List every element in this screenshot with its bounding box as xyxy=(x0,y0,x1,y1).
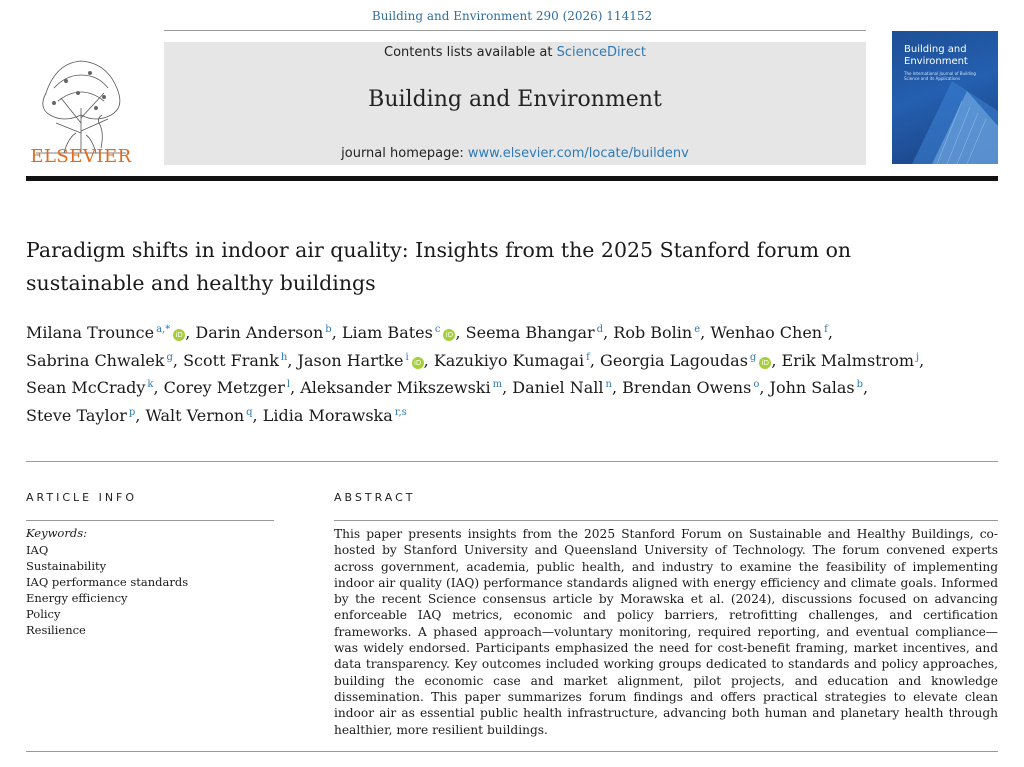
affiliation-marker[interactable]: m xyxy=(492,379,503,391)
author-name[interactable]: Sabrina Chwalek xyxy=(26,350,165,370)
journal-citation[interactable]: Building and Environment 290 (2026) 114152 xyxy=(371,9,653,23)
author-name[interactable]: Darin Anderson xyxy=(195,323,324,342)
header-divider xyxy=(26,176,998,181)
cover-title-line2: Environment xyxy=(904,56,968,67)
author[interactable]: Walt Vernon $^q$, xyxy=(145,405,258,425)
author-name[interactable]: Liam Bates xyxy=(341,323,433,342)
journal-title: Building and Environment xyxy=(368,87,662,112)
affiliation-marker[interactable]: b xyxy=(325,324,332,335)
author-name[interactable]: Jason Hartke xyxy=(297,350,404,370)
sciencedirect-link[interactable]: ScienceDirect xyxy=(556,45,646,60)
author-name[interactable]: Seema Bhangar xyxy=(465,323,595,342)
author[interactable]: Milana Trounce $^{a,*}$ iD , xyxy=(26,323,191,342)
article-info-rule xyxy=(26,520,274,521)
article-info-heading: ARTICLE INFO xyxy=(26,491,138,504)
contents-prefix: Contents lists available at xyxy=(384,45,557,60)
author-name[interactable]: Erik Malmstrom xyxy=(781,350,915,370)
author[interactable]: Corey Metzger $^l$, xyxy=(163,378,296,398)
author[interactable]: Scott Frank $^h$, xyxy=(183,350,293,370)
author[interactable]: Aleksander Mikszewski $^m$, xyxy=(300,378,508,398)
affiliation-marker[interactable]: g xyxy=(749,351,757,363)
orcid-icon[interactable]: iD xyxy=(759,357,771,369)
keyword: IAQ xyxy=(26,543,49,557)
keywords-label: Keywords: xyxy=(26,526,87,540)
journal-banner xyxy=(164,42,866,165)
affiliation-marker[interactable]: r,s xyxy=(394,406,407,418)
author[interactable]: Jason Hartke $^i$ iD , xyxy=(297,350,429,370)
affiliation-marker[interactable]: k xyxy=(147,379,154,391)
author[interactable]: John Salas $^b$, xyxy=(769,378,869,398)
author[interactable]: Brendan Owens $^o$, xyxy=(622,378,765,398)
author[interactable] xyxy=(263,406,407,425)
keyword: Energy efficiency xyxy=(26,591,128,605)
author[interactable]: Seema Bhangar $^d$, xyxy=(465,323,609,342)
author[interactable]: Erik Malmstrom $^j$, xyxy=(781,350,925,370)
author-name[interactable]: Rob Bolin xyxy=(613,323,693,342)
orcid-icon[interactable]: iD xyxy=(443,329,455,341)
author-name[interactable]: Brendan Owens xyxy=(622,378,752,398)
cover-subtitle: The International Journal of Building Science and its Applications xyxy=(904,71,976,81)
affiliation-marker[interactable]: p xyxy=(128,406,136,418)
author[interactable]: Rob Bolin $^e$, xyxy=(613,323,706,342)
author-name[interactable]: Milana Trounce xyxy=(26,323,155,342)
author[interactable]: Wenhao Chen $^f$, xyxy=(710,323,833,342)
affiliation-marker[interactable]: l xyxy=(286,379,291,391)
homepage-prefix: journal homepage: xyxy=(341,146,468,161)
author[interactable]: Sabrina Chwalek $^g$, xyxy=(26,350,178,370)
author-name[interactable]: John Salas xyxy=(769,378,855,398)
keyword: Policy xyxy=(26,607,61,621)
authors-divider xyxy=(26,461,998,462)
homepage-link[interactable]: www.elsevier.com/locate/buildenv xyxy=(467,146,689,161)
author[interactable]: Daniel Nall $^n$, xyxy=(512,378,618,398)
article-title: Paradigm shifts in indoor air quality: Insights from the 2025 Stanford forum on sustainable and healthy buildings xyxy=(26,238,852,295)
author-name[interactable]: Wenhao Chen xyxy=(710,323,823,342)
affiliation-marker[interactable]: c xyxy=(434,324,441,335)
cover-title xyxy=(904,44,968,68)
author-list xyxy=(26,318,986,428)
affiliation-marker[interactable]: e xyxy=(694,324,701,335)
elsevier-wordmark[interactable]: ELSEVIER xyxy=(30,146,132,167)
author-name[interactable]: Lidia Morawska xyxy=(262,405,393,425)
journal-cover-image[interactable] xyxy=(892,31,998,164)
author-name[interactable]: Walt Vernon xyxy=(145,405,245,425)
orcid-icon[interactable]: iD xyxy=(173,329,185,341)
author-name[interactable]: Sean McCrady xyxy=(26,378,146,398)
author-name[interactable]: Steve Taylor xyxy=(26,405,127,425)
author[interactable]: Georgia Lagoudas $^g$ iD , xyxy=(600,350,777,370)
abstract-heading: ABSTRACT xyxy=(334,491,416,504)
author[interactable]: Steve Taylor $^p$, xyxy=(26,405,141,425)
affiliation-marker[interactable]: b xyxy=(856,379,864,391)
author-name[interactable]: Scott Frank xyxy=(183,350,279,370)
orcid-icon[interactable]: iD xyxy=(412,357,424,369)
abstract-text: This paper presents insights from the 2025 Stanford Forum on Sustainable and Healthy Buildings, co-hosted by Stanford University and Queensland University of Technology. The forum convened experts across government, academia, public health, and industry to examine the feasibility of implementing indoor air quality (IAQ) performance standards aligned with energy efficiency and climate goals. Informed by the recent Science consensus article by Morawska et al. (2024), discussions focused on advancing enforceable IAQ metrics, economic and policy barriers, retrofitting challenges, and certification frameworks. A phased approach—voluntary monitoring, required reporting, and eventual compliance—was widely endorsed. Participants emphasized the need for cost-benefit framing, market incentives, and data transparency. Key outcomes included working groups dedicated to standards and policy approaches, building the economic case and market alignment, pilot projects, and education and knowledge dissemination. This paper summarizes forum findings and offers practical strategies to elevate clean indoor air as essential public health infrastructure, advancing both human and planetary health through healthier, more resilient buildings. xyxy=(334,527,998,737)
affiliation-marker[interactable]: f xyxy=(586,351,590,363)
keyword: IAQ performance standards xyxy=(26,575,189,589)
affiliation-marker[interactable]: f xyxy=(824,324,828,335)
cover-title-line1: Building and xyxy=(904,44,967,55)
affiliation-marker[interactable]: a,* xyxy=(156,324,171,335)
affiliation-marker[interactable]: n xyxy=(605,379,612,391)
affiliation-marker[interactable]: j xyxy=(916,351,920,363)
homepage-line xyxy=(164,146,866,161)
author-name[interactable]: Kazukiyo Kumagai xyxy=(433,350,585,370)
keyword: Sustainability xyxy=(26,559,107,573)
keyword: Resilience xyxy=(26,623,86,637)
contents-line xyxy=(164,45,866,60)
affiliation-marker[interactable]: d xyxy=(596,324,604,335)
affiliation-marker[interactable]: h xyxy=(280,351,288,363)
affiliation-marker[interactable]: q xyxy=(246,406,253,418)
author-name[interactable]: Daniel Nall xyxy=(512,378,604,398)
author-name[interactable]: Georgia Lagoudas xyxy=(600,350,748,370)
author-name[interactable]: Corey Metzger xyxy=(163,378,285,398)
abstract-rule xyxy=(334,520,998,521)
author-name[interactable]: Aleksander Mikszewski xyxy=(300,378,491,398)
top-rule xyxy=(164,30,866,31)
author[interactable]: Kazukiyo Kumagai $^f$, xyxy=(433,350,595,370)
affiliation-marker[interactable]: g xyxy=(166,351,173,363)
affiliation-marker[interactable]: i xyxy=(405,351,409,363)
bottom-rule xyxy=(26,751,998,752)
author[interactable]: Darin Anderson $^b$, xyxy=(195,323,337,342)
affiliation-marker[interactable]: o xyxy=(753,379,760,391)
keywords-list xyxy=(26,542,188,638)
author[interactable]: Sean McCrady $^k$, xyxy=(26,378,159,398)
author[interactable]: Liam Bates $^c$ iD , xyxy=(341,323,461,342)
